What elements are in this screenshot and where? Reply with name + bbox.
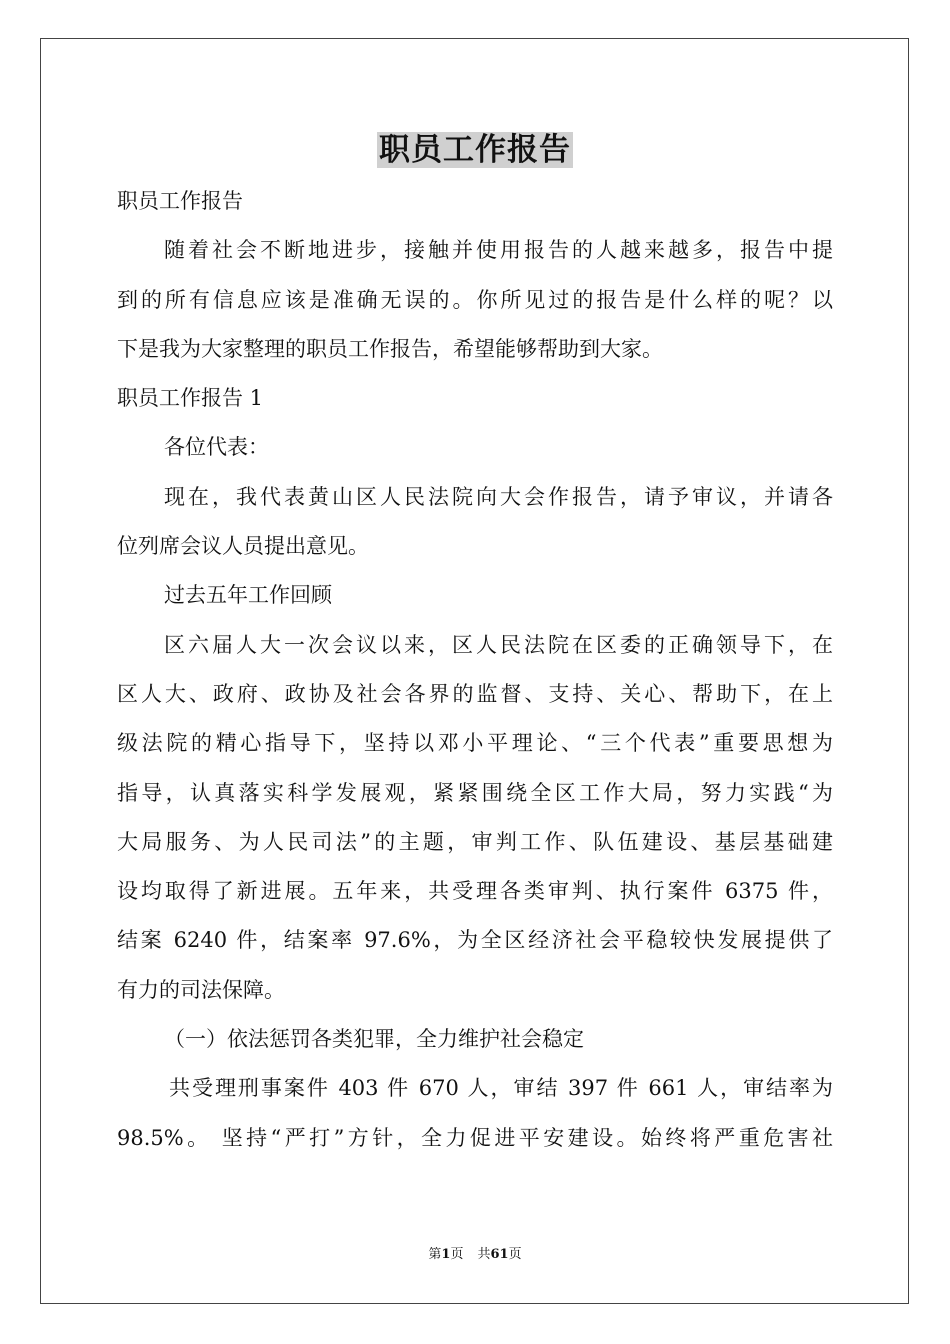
paragraph-line: 到的所有信息应该是准确无误的。你所见过的报告是什么样的呢？以 (117, 287, 833, 312)
document-body (117, 177, 833, 1163)
paragraph-line: 有力的司法保障。 (117, 977, 285, 1002)
document-title (0, 128, 950, 172)
paragraph-line: 指导，认真落实科学发展观，紧紧围绕全区工作大局，努力实践“为 (117, 780, 833, 805)
page-footer (0, 1246, 950, 1264)
total-pages: 61 (490, 1247, 509, 1262)
paragraph-line: 结案 6240 件，结案率 97.6%，为全区经济社会平稳较快发展提供了 (117, 928, 833, 953)
paragraph-line: 区六届人大一次会议以来，区人民法院在区委的正确领导下，在 (164, 632, 833, 657)
page-prefix: 第 (428, 1247, 442, 1262)
paragraph-line: 98.5%。 坚持“严打”方针，全力促进平安建设。始终将严重危害社 (117, 1125, 833, 1150)
paragraph-line: 级法院的精心指导下，坚持以邓小平理论、“三个代表”重要思想为 (117, 731, 833, 756)
paragraph-line: 区人大、政府、政协及社会各界的监督、支持、关心、帮助下，在上 (117, 681, 833, 706)
paragraph-line: 下是我为大家整理的职员工作报告，希望能够帮助到大家。 (117, 336, 663, 361)
page-number: 1 (441, 1247, 451, 1262)
salutation: 各位代表： (164, 435, 269, 460)
paragraph-line: 设均取得了新进展。五年来，共受理各类审判、执行案件 6375 件， (117, 879, 833, 904)
subsection-heading: （一）依法惩罚各类犯罪，全力维护社会稳定 (164, 1027, 584, 1052)
paragraph-line: 位列席会议人员提出意见。 (117, 534, 369, 559)
paragraph-line: 随着社会不断地进步，接触并使用报告的人越来越多，报告中提 (164, 238, 833, 263)
paragraph-line: 大局服务、为人民司法”的主题，审判工作、队伍建设、基层基础建 (117, 829, 833, 854)
document-title-text: 职员工作报告 (379, 132, 571, 168)
paragraph-line: 共受理刑事案件 403 件 670 人，审结 397 件 661 人，审结率为 (169, 1076, 833, 1101)
paragraph-line: 现在，我代表黄山区人民法院向大会作报告，请予审议，并请各 (164, 484, 833, 509)
page-suffix: 页 (450, 1247, 464, 1262)
total-prefix: 共 (477, 1247, 491, 1262)
section-heading: 职员工作报告 1 (117, 386, 264, 411)
total-suffix: 页 (508, 1247, 522, 1262)
section-heading: 职员工作报告 (117, 189, 243, 213)
subsection-heading: 过去五年工作回顾 (164, 583, 332, 608)
